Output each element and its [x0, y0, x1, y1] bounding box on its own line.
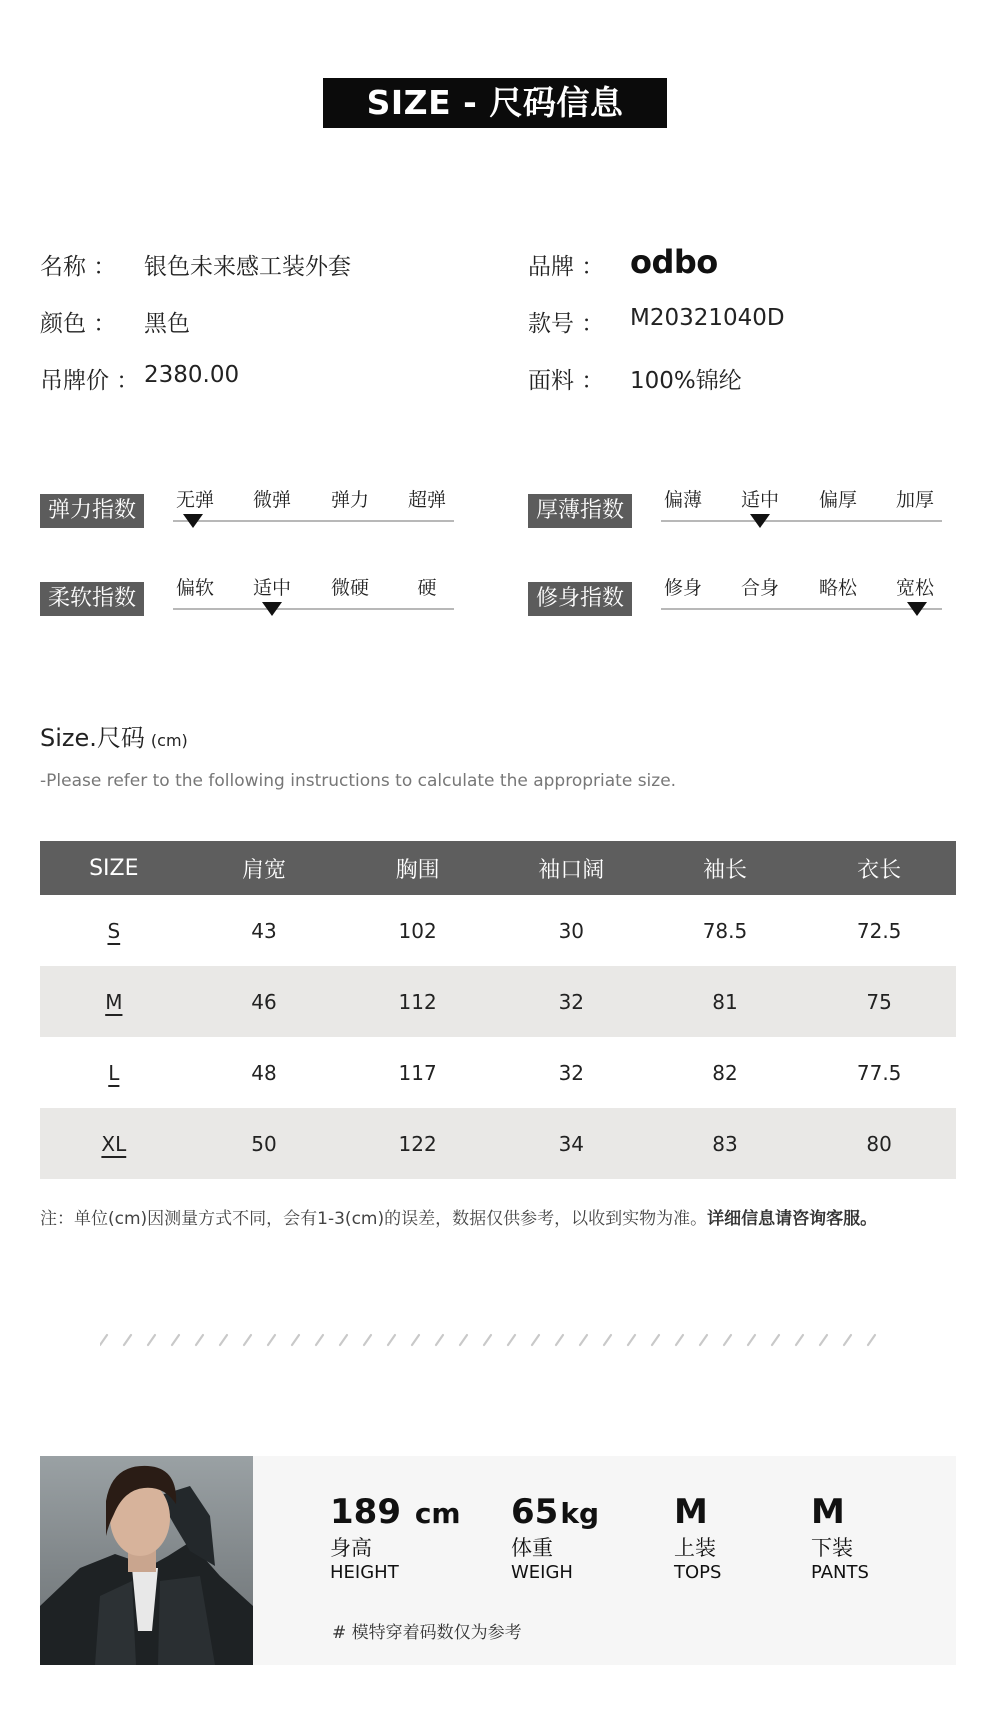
column-header: 袖口阔	[495, 841, 648, 895]
size-heading	[40, 718, 188, 753]
table-cell: 43	[251, 918, 277, 943]
index-option: 弹力	[330, 489, 369, 511]
stat-label-cn: 上装	[674, 1536, 716, 1560]
index-option: 无弹	[175, 489, 214, 511]
index-scale-line	[173, 520, 454, 522]
fabric-value: 100%锦纶	[630, 368, 742, 394]
table-cell: 81	[648, 966, 803, 1037]
table-cell: 30	[558, 918, 585, 943]
table-row	[40, 1037, 956, 1108]
table-row	[40, 1108, 956, 1179]
footnote-bold: 详细信息请咨询客服。	[707, 1209, 878, 1229]
table-cell: 122	[340, 1108, 495, 1179]
table-cell: 48	[251, 1060, 277, 1085]
style-no-label: 款号 ：	[528, 311, 605, 337]
index-pointer-icon	[907, 602, 927, 616]
column-header: 胸围	[340, 841, 495, 895]
index-option: 硬	[417, 577, 437, 599]
index-badge: 柔软指数	[40, 582, 144, 616]
footnote-text: 注：单位(cm)因测量方式不同，会有1-3(cm)的误差，数据仅供参考，以收到实物为准。	[40, 1209, 708, 1229]
index-option: 适中	[740, 489, 779, 511]
index-pointer-icon	[262, 602, 282, 616]
table-cell: 102	[398, 918, 437, 943]
table-cell: 34	[495, 1108, 648, 1179]
index-scale-line	[661, 520, 942, 522]
stat-label-en: TOPS	[674, 1562, 722, 1583]
index-pointer-icon	[750, 514, 770, 528]
color-label: 颜色 ：	[40, 311, 117, 337]
table-row	[40, 966, 956, 1037]
index-option: 修身	[663, 577, 702, 599]
brand-logo: odbo	[630, 243, 718, 281]
column-header: 肩宽	[188, 841, 341, 895]
model-illustration	[40, 1456, 253, 1665]
stat-label-cn: 体重	[511, 1536, 553, 1560]
column-header: 袖长	[648, 841, 803, 895]
fabric-label: 面料 ：	[528, 368, 605, 394]
index-scale-line	[173, 608, 454, 610]
name-value: 银色未来感工装外套	[144, 254, 351, 280]
style-no-value: M20321040D	[630, 305, 785, 331]
stat-number: 189	[330, 1492, 401, 1532]
model-pants-size	[811, 1492, 869, 1583]
size-table	[40, 841, 956, 1179]
index-option: 略松	[818, 577, 857, 599]
table-row	[40, 895, 956, 966]
model-height	[330, 1492, 461, 1583]
table-cell: 112	[340, 966, 495, 1037]
slash-divider	[100, 1332, 890, 1348]
size-cell: L	[108, 1060, 120, 1085]
height-value	[330, 1492, 461, 1532]
table-cell: 46	[188, 966, 341, 1037]
stat-label-en: HEIGHT	[330, 1562, 399, 1583]
table-cell: 117	[398, 1060, 437, 1085]
table-cell: 82	[712, 1060, 738, 1085]
table-header-row	[40, 841, 956, 895]
table-cell: 50	[188, 1108, 341, 1179]
index-badge: 厚薄指数	[528, 494, 632, 528]
column-header: SIZE	[40, 841, 188, 895]
column-header: 衣长	[802, 841, 956, 895]
index-option: 适中	[252, 577, 291, 599]
stat-label-en: PANTS	[811, 1562, 869, 1583]
price-label: 吊牌价 ：	[40, 368, 140, 394]
size-unit: (cm)	[150, 731, 188, 750]
measurement-footnote	[40, 1204, 877, 1229]
brand-label: 品牌 ：	[528, 254, 605, 280]
table-cell: 78.5	[702, 918, 748, 943]
table-cell: 72.5	[856, 918, 902, 943]
stat-label-en: WEIGH	[511, 1562, 573, 1583]
stat-number: 65	[511, 1492, 559, 1532]
index-option: 加厚	[895, 489, 934, 511]
index-option: 微弹	[252, 489, 291, 511]
index-badge: 弹力指数	[40, 494, 144, 528]
table-cell: 32	[495, 966, 648, 1037]
index-option: 微硬	[330, 577, 369, 599]
size-heading-text: Size.尺码	[40, 724, 145, 752]
stat-label-cn: 下装	[811, 1536, 853, 1560]
index-pointer-icon	[183, 514, 203, 528]
size-cell: XL	[40, 1108, 188, 1179]
index-option: 合身	[740, 577, 779, 599]
index-option: 宽松	[895, 577, 934, 599]
stat-number: M	[811, 1492, 845, 1532]
index-option: 超弹	[407, 489, 446, 511]
index-option: 偏软	[175, 577, 214, 599]
model-weight	[511, 1492, 599, 1583]
table-cell: 80	[802, 1108, 956, 1179]
table-cell: 32	[558, 1060, 585, 1085]
price-value: 2380.00	[144, 362, 240, 388]
stat-number: M	[674, 1492, 708, 1532]
index-scale-line	[661, 608, 942, 610]
name-label: 名称 ：	[40, 254, 117, 280]
stat-label-cn: 身高	[330, 1536, 372, 1560]
size-instructions: -Please refer to the following instructions to calculate the appropriate size.	[40, 771, 677, 791]
color-value: 黑色	[144, 311, 190, 337]
index-badge: 修身指数	[528, 582, 632, 616]
index-option: 偏薄	[663, 489, 702, 511]
index-option: 偏厚	[818, 489, 857, 511]
size-cell: S	[107, 918, 121, 943]
model-tops-size	[674, 1492, 721, 1583]
table-cell: 83	[648, 1108, 803, 1179]
table-cell: 75	[802, 966, 956, 1037]
weight-value	[511, 1492, 599, 1532]
table-cell: 77.5	[856, 1060, 902, 1085]
stat-unit: cm	[414, 1497, 461, 1530]
model-photo	[40, 1456, 253, 1665]
model-size-note: # 模特穿着码数仅为参考	[332, 1623, 522, 1643]
size-cell: M	[40, 966, 188, 1037]
stat-unit: kg	[560, 1497, 599, 1530]
page-title: SIZE - 尺码信息	[323, 78, 667, 128]
